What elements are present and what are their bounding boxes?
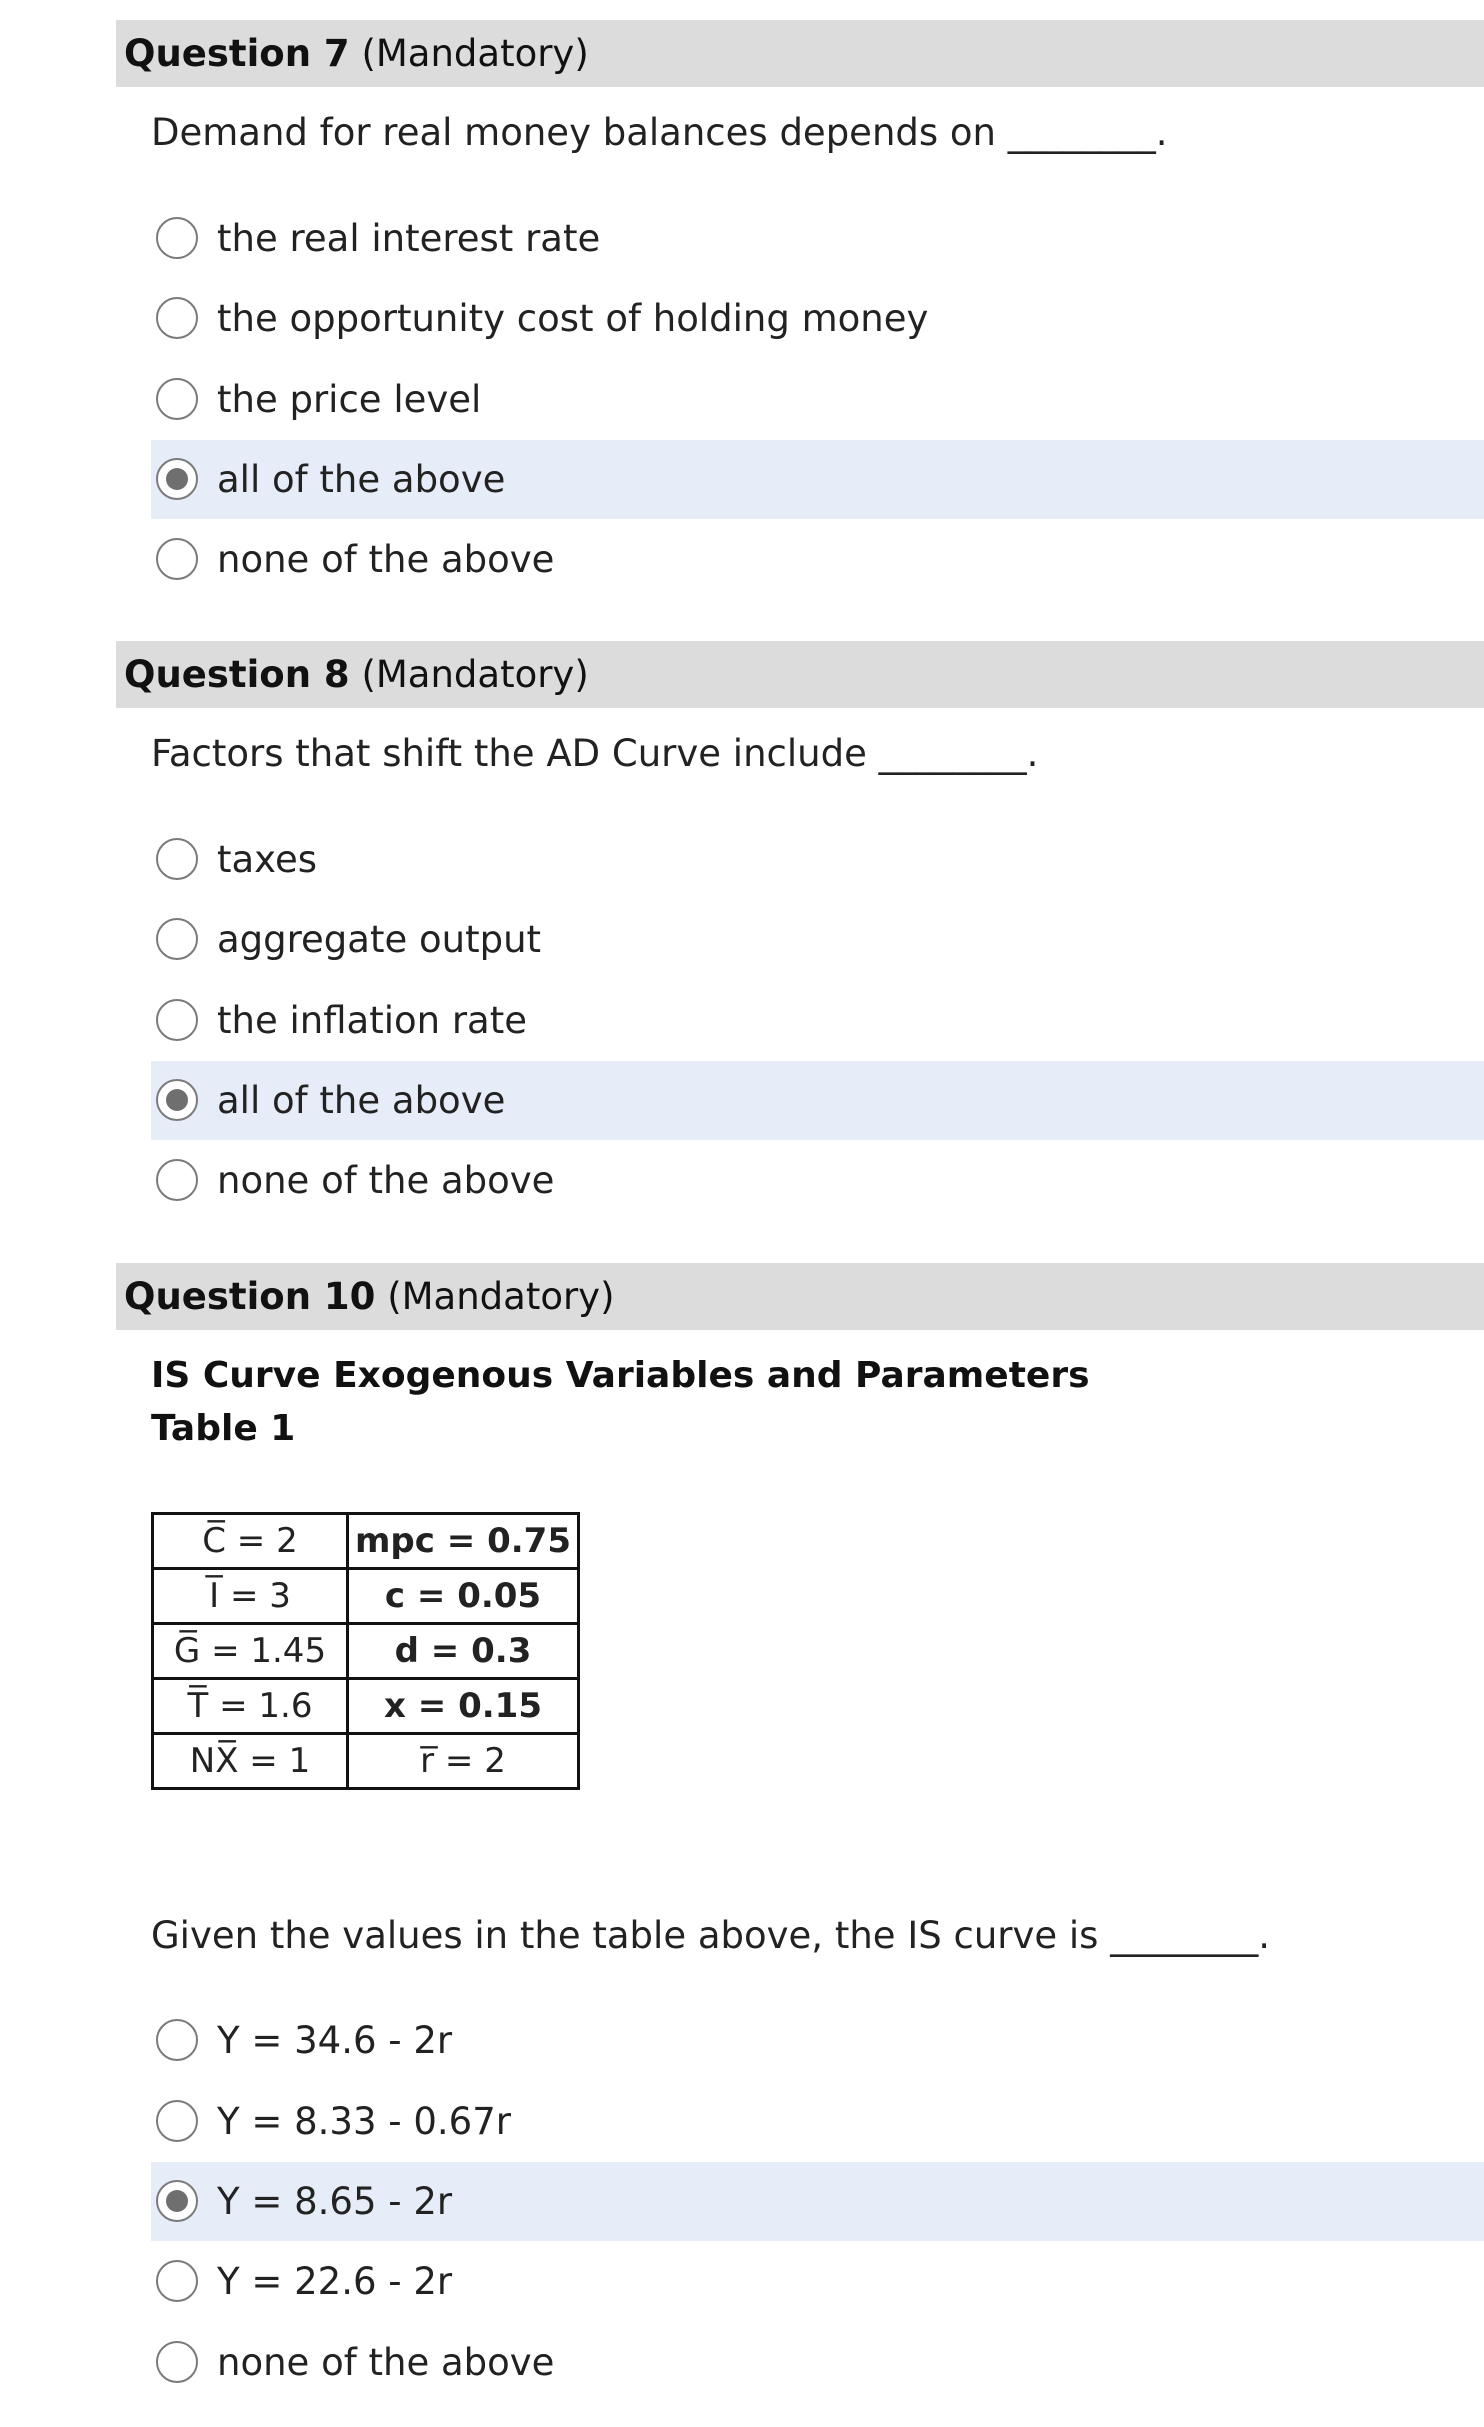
option-label: Y = 8.33 - 0.67r [217, 2100, 511, 2143]
question-10-header [116, 1263, 1484, 1330]
table-row [153, 1624, 579, 1679]
q10-option-4[interactable] [151, 2242, 1484, 2321]
question-7-header [116, 20, 1484, 87]
radio-button-selected[interactable] [156, 1079, 198, 1121]
q8-option-2[interactable] [151, 900, 1484, 979]
option-label: Y = 8.65 - 2r [217, 2180, 453, 2223]
table-cell: T̅ = 1.6 [153, 1679, 348, 1734]
radio-button[interactable] [156, 2341, 198, 2383]
q8-option-3[interactable] [151, 981, 1484, 1060]
radio-button-selected[interactable] [156, 458, 198, 500]
radio-button[interactable] [156, 297, 198, 339]
option-label: the inflation rate [217, 999, 527, 1042]
question-7-prompt: Demand for real money balances depends on ________. [151, 111, 1168, 154]
q10-option-2[interactable] [151, 2082, 1484, 2161]
question-number: Question 10 [124, 1275, 376, 1318]
question-10-title: IS Curve Exogenous Variables and Parameters [151, 1355, 1090, 1396]
q8-option-5[interactable] [151, 1141, 1484, 1220]
option-label: taxes [217, 838, 317, 881]
option-label: the opportunity cost of holding money [217, 297, 929, 340]
option-label: all of the above [217, 1079, 506, 1122]
question-10-prompt: Given the values in the table above, the IS curve is ________. [151, 1914, 1270, 1957]
option-label: none of the above [217, 1159, 555, 1202]
table-row [153, 1514, 579, 1569]
q7-option-4[interactable] [151, 440, 1484, 519]
question-number: Question 8 [124, 653, 350, 696]
option-label: Y = 34.6 - 2r [217, 2019, 453, 2062]
radio-button[interactable] [156, 838, 198, 880]
question-status: (Mandatory) [361, 32, 589, 75]
radio-button[interactable] [156, 1159, 198, 1201]
q7-option-3[interactable] [151, 360, 1484, 439]
option-label: all of the above [217, 458, 506, 501]
q10-option-5[interactable] [151, 2323, 1484, 2402]
q8-option-1[interactable] [151, 820, 1484, 899]
table-cell: C̅ = 2 [153, 1514, 348, 1569]
option-label: the real interest rate [217, 217, 601, 260]
question-status: (Mandatory) [361, 653, 589, 696]
option-label: the price level [217, 378, 482, 421]
table-cell: mpc = 0.75 [348, 1514, 579, 1569]
table-cell: G̅ = 1.45 [153, 1624, 348, 1679]
table-cell: c = 0.05 [348, 1569, 579, 1624]
question-number: Question 7 [124, 32, 350, 75]
question-status: (Mandatory) [387, 1275, 615, 1318]
table-row [153, 1679, 579, 1734]
table-cell: d = 0.3 [348, 1624, 579, 1679]
table-cell: NX̅ = 1 [153, 1734, 348, 1789]
radio-button-selected[interactable] [156, 2180, 198, 2222]
table-cell: x = 0.15 [348, 1679, 579, 1734]
option-label: Y = 22.6 - 2r [217, 2260, 453, 2303]
q10-option-1[interactable] [151, 2001, 1484, 2080]
table-cell: r̅ = 2 [348, 1734, 579, 1789]
radio-button[interactable] [156, 2019, 198, 2061]
table-caption: Table 1 [151, 1408, 296, 1449]
radio-button[interactable] [156, 2100, 198, 2142]
table-cell: I̅ = 3 [153, 1569, 348, 1624]
q8-option-4[interactable] [151, 1061, 1484, 1140]
q7-option-1[interactable] [151, 199, 1484, 278]
q7-option-5[interactable] [151, 520, 1484, 599]
radio-button[interactable] [156, 999, 198, 1041]
option-label: none of the above [217, 538, 555, 581]
radio-button[interactable] [156, 217, 198, 259]
parameters-table [151, 1512, 580, 1790]
question-8-header [116, 641, 1484, 708]
radio-button[interactable] [156, 2260, 198, 2302]
radio-button[interactable] [156, 918, 198, 960]
table-row [153, 1569, 579, 1624]
q10-option-3[interactable] [151, 2162, 1484, 2241]
q7-option-2[interactable] [151, 279, 1484, 358]
radio-button[interactable] [156, 378, 198, 420]
radio-button[interactable] [156, 538, 198, 580]
table-row [153, 1734, 579, 1789]
question-8-prompt: Factors that shift the AD Curve include ________. [151, 732, 1039, 775]
option-label: aggregate output [217, 918, 542, 961]
option-label: none of the above [217, 2341, 555, 2384]
